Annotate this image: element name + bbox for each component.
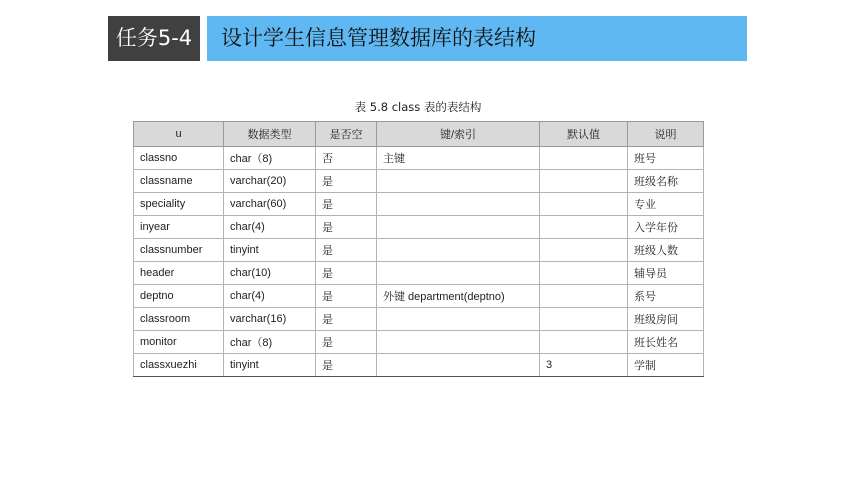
column-header: u: [134, 122, 224, 147]
description-cell: 班级名称: [628, 170, 704, 193]
default-value-cell: [540, 193, 628, 216]
schema-table: [133, 121, 704, 377]
column-header: 数据类型: [224, 122, 316, 147]
table-row: [134, 147, 704, 170]
default-value-cell: 3: [540, 354, 628, 377]
key-index-cell: 主键: [377, 147, 540, 170]
nullable-cell: 是: [316, 239, 377, 262]
description-cell: 班号: [628, 147, 704, 170]
nullable-cell: 是: [316, 331, 377, 354]
default-value-cell: [540, 308, 628, 331]
default-value-cell: [540, 170, 628, 193]
data-type-cell: char(10): [224, 262, 316, 285]
data-type-cell: tinyint: [224, 239, 316, 262]
table-header-row: [134, 122, 704, 147]
data-type-cell: char(4): [224, 216, 316, 239]
data-type-cell: varchar(16): [224, 308, 316, 331]
table-row: [134, 285, 704, 308]
field-name-cell: inyear: [134, 216, 224, 239]
key-index-cell: [377, 308, 540, 331]
field-name-cell: classroom: [134, 308, 224, 331]
description-cell: 专业: [628, 193, 704, 216]
description-cell: 学制: [628, 354, 704, 377]
table-row: [134, 262, 704, 285]
default-value-cell: [540, 147, 628, 170]
table-caption: 表 5.8 class 表的表结构: [354, 100, 482, 114]
column-header: 说明: [628, 122, 704, 147]
description-cell: 班级人数: [628, 239, 704, 262]
data-type-cell: varchar(20): [224, 170, 316, 193]
field-name-cell: deptno: [134, 285, 224, 308]
data-type-cell: char（8): [224, 147, 316, 170]
table-row: [134, 239, 704, 262]
slide-title: 设计学生信息管理数据库的表结构: [207, 16, 747, 61]
slide-header: [108, 16, 747, 61]
key-index-cell: [377, 331, 540, 354]
column-header: 是否空: [316, 122, 377, 147]
column-header: 键/索引: [377, 122, 540, 147]
data-type-cell: tinyint: [224, 354, 316, 377]
key-index-cell: [377, 262, 540, 285]
column-header: 默认值: [540, 122, 628, 147]
nullable-cell: 是: [316, 285, 377, 308]
field-name-cell: speciality: [134, 193, 224, 216]
field-name-cell: classnumber: [134, 239, 224, 262]
nullable-cell: 是: [316, 193, 377, 216]
description-cell: 系号: [628, 285, 704, 308]
table-row: [134, 308, 704, 331]
field-name-cell: classname: [134, 170, 224, 193]
description-cell: 班级房间: [628, 308, 704, 331]
table-row: [134, 170, 704, 193]
table-row: [134, 354, 704, 377]
nullable-cell: 是: [316, 170, 377, 193]
default-value-cell: [540, 331, 628, 354]
description-cell: 班长姓名: [628, 331, 704, 354]
key-index-cell: [377, 170, 540, 193]
field-name-cell: monitor: [134, 331, 224, 354]
key-index-cell: [377, 354, 540, 377]
nullable-cell: 否: [316, 147, 377, 170]
default-value-cell: [540, 239, 628, 262]
field-name-cell: header: [134, 262, 224, 285]
nullable-cell: 是: [316, 354, 377, 377]
task-label: 任务5-4: [108, 16, 200, 61]
nullable-cell: 是: [316, 308, 377, 331]
description-cell: 辅导员: [628, 262, 704, 285]
default-value-cell: [540, 216, 628, 239]
description-cell: 入学年份: [628, 216, 704, 239]
field-name-cell: classxuezhi: [134, 354, 224, 377]
key-index-cell: [377, 193, 540, 216]
table-row: [134, 193, 704, 216]
data-type-cell: char（8): [224, 331, 316, 354]
key-index-cell: [377, 216, 540, 239]
default-value-cell: [540, 285, 628, 308]
nullable-cell: 是: [316, 262, 377, 285]
data-type-cell: varchar(60): [224, 193, 316, 216]
field-name-cell: classno: [134, 147, 224, 170]
nullable-cell: 是: [316, 216, 377, 239]
table-row: [134, 331, 704, 354]
table-body: [134, 147, 704, 377]
default-value-cell: [540, 262, 628, 285]
data-type-cell: char(4): [224, 285, 316, 308]
table-row: [134, 216, 704, 239]
key-index-cell: [377, 239, 540, 262]
key-index-cell: 外键 department(deptno): [377, 285, 540, 308]
